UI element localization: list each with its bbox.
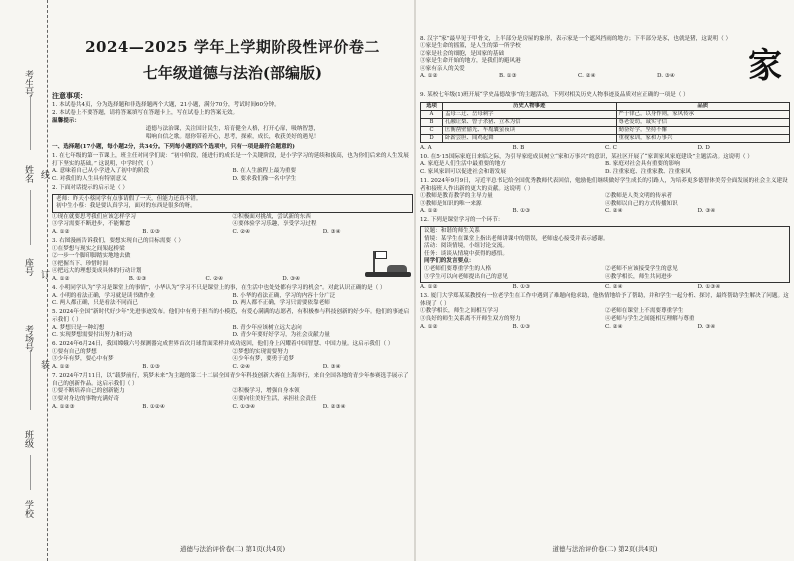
fill-line: [30, 190, 31, 245]
choice: C. ②④: [232, 228, 251, 235]
page-footer: 道德与法治评价卷(二) 第2页(共4页): [552, 545, 658, 553]
question-5: 5. 2024年全国“新时代好少年”先进事迹发布。他们中有勇于担当的小模范，有爱心满满的志愿者，有积极参与科技创新的好少年。他们的事迹启示我们（ ）: [52, 309, 410, 323]
question-10: 10. 在5·15国际家庭日来临之际，为引导家庭成员树立“家和万事兴”的意识，某社区开展了“家训家风家庭建设”主题活动。这说明（ ）: [420, 153, 753, 160]
table-header: 选项: [421, 102, 443, 110]
option: ④老师与学生之间能相互理解与尊重: [605, 316, 695, 323]
choice: C. C: [605, 144, 617, 151]
table-cell: 尊老爱幼，诚实守信: [616, 118, 790, 126]
q8-choices: [420, 73, 736, 81]
option: B. 青少年应该树立远大志向: [232, 324, 302, 331]
option: ④把远大的理想变成具体的行动计划: [52, 268, 142, 275]
option: ④要体验学习乐趣，享受学习过程: [232, 221, 317, 228]
choice: A. ①②: [420, 73, 438, 80]
table-row: [421, 126, 790, 134]
choice: A. ①②③: [52, 403, 75, 410]
q10-options: [420, 161, 790, 176]
choice: D. ②③④: [322, 403, 346, 410]
question-11: 11. 2024年9月9日，习近平总书记给全国优秀教师代表回信，勉励他们继续做好学生成长的引路人，为培养更多德智体美劳全面发展的社会主义建设者和接班人作出新的更大的贡献。这说明（ ）: [420, 177, 788, 192]
cut-word-line: 线: [39, 170, 49, 179]
option: ②积极面对挑战，尝试新的东西: [232, 213, 311, 220]
question-1: 1. 在七年级的第一节课上，班主任对同学们说：“初中阶段，能进行的成长是一个关键阶段，是小学学习的延续和拔高，也为你们后来的人生发展打下坚实的基础。” 这说明，中学时代（ ）: [52, 153, 409, 167]
q9-choices: [420, 145, 790, 153]
motto-heading: 温馨提示：: [52, 118, 80, 124]
choice: C. ②④: [605, 323, 623, 330]
q7-choices: [52, 404, 413, 412]
choice: A. A: [420, 144, 432, 151]
choice: D. ③④: [282, 276, 301, 282]
choice: D. ③④: [322, 364, 341, 371]
option: ②老师不应该接受学生的意见: [605, 266, 678, 272]
page-footer: 道德与法治评价卷(二) 第1页(共4页): [180, 545, 285, 553]
option: A. 小明的看法正确，学习就是读书做作业: [52, 292, 155, 299]
notes-heading: 注意事项：: [52, 91, 87, 100]
q11-choices: [420, 208, 790, 216]
note-item: 1. 本试卷共4页，分为选择题和非选择题两个大题，21小题，满分70分，考试时间60分钟。: [52, 102, 280, 108]
option: ④家有亲人的关爱: [420, 65, 465, 72]
question-6: 6. 2024年6月24日，我国嫦娥六号探测器完成世界首次月球背面采样并成功返回，他们身上闪耀着中国智慧、中国力量。这启示我们（ ）: [52, 341, 394, 348]
option: ①教学相长，师生之间相互学习: [420, 308, 499, 315]
option: ④要向往美好生活，承担社会责任: [232, 395, 317, 402]
table-header-row: [421, 102, 790, 110]
table-cell: C: [421, 126, 443, 134]
option: ①现在就要思考我们应该怎样学习: [52, 213, 136, 220]
option: A. 意味着自己从小学进入了初中的阶段: [52, 168, 150, 175]
choice: A. ①②: [420, 208, 438, 215]
option: D. 要求我们像一名中学生: [232, 175, 297, 182]
choice: A. ①②: [420, 284, 438, 291]
option: ②老师在课堂上不需要尊重学生: [605, 308, 684, 315]
exam-title: 2024—2025 学年上学期阶段性评价卷二: [85, 38, 380, 56]
box-line: 活动：阅读情境，小组讨论交流。: [424, 243, 508, 250]
table-cell: 卧薪尝胆、闻鸡起舞: [443, 134, 617, 142]
cut-word-bind: 订: [39, 270, 49, 279]
page-gutter: [414, 0, 416, 561]
question-7: 7. 2024年7月11日，以“载梦前行，筑梦未来”为主题的第二十二届全国青少年科技创新大赛在上海举行，来自全国各地的青少年参赛选手展示了自己的创新作品。这启示我们（ ）: [52, 373, 409, 387]
table-cell: 匡衡凿壁偷光、车胤囊萤夜读: [443, 126, 617, 134]
q3-choices: [52, 276, 359, 284]
option: ①家是生命的摇篮，是人生的第一所学校: [420, 43, 521, 50]
table-cell: 严于律己，以身作则，家风传承: [616, 110, 790, 118]
jiaguwen-jia-glyph: 家: [748, 46, 782, 86]
cartoon-illustration: [363, 247, 413, 279]
option: ①在梦想与现实之间架起桥梁: [52, 245, 125, 252]
choice: A. ①②: [52, 276, 70, 282]
exam-subtitle: 七年级道德与法治(部编版): [142, 64, 323, 82]
option: ②积极学习，增强自身本领: [232, 388, 300, 395]
choice: D. ①③④: [697, 284, 721, 291]
q2-options: [52, 214, 413, 229]
table-row: [421, 118, 790, 126]
option: C. 实现梦想需要付出努力和行动: [52, 332, 133, 339]
page-2: [420, 0, 790, 561]
q1-options: [52, 168, 413, 183]
option: A. 梦想只是一种幻想: [52, 324, 105, 331]
option: ③学生可以向老师提出自己的意见: [424, 273, 508, 280]
label-seat: 座号: [23, 258, 33, 276]
choice: C. ②④: [232, 364, 251, 371]
table-cell: A: [421, 110, 443, 118]
question-2: 2. 下面对话提示的启示是（ ）: [52, 184, 129, 191]
choice: D. D: [697, 144, 710, 151]
option: ④教学相长，师生共同进步: [605, 273, 673, 280]
choice: B. ①③: [142, 228, 160, 235]
label-school: 学校: [23, 500, 33, 518]
option: ③教师是知识的唯一来源: [420, 200, 482, 207]
option: ②梦想的实现需要努力: [232, 348, 289, 355]
option: ④教师以自己的方式传播知识: [605, 200, 678, 207]
q8-options: [420, 43, 736, 73]
question-4: 4. 小明同学认为“学习是课堂上的事情”，小华认为“学习不只是课堂上的事，在生活中也处处都有学习的机会”。对此认识正确的是（ ）: [52, 285, 386, 292]
choice: D. ③④: [697, 323, 716, 330]
option: ②一步一个脚印脚踏实地地去做: [52, 253, 131, 260]
option: C. 对我们的人生具有特别意义: [52, 175, 127, 182]
option: A. 家庭是人们生活中最重要的地方: [420, 161, 506, 168]
table-cell: 重视家训，家和万事兴: [616, 134, 790, 142]
fill-line: [30, 455, 31, 490]
q6-choices: [52, 364, 413, 372]
lesson-box: [420, 226, 790, 283]
note-item: 2. 本试卷上不要答题，请将答案填写在答题卡上，写在试卷上的答案无效。: [52, 110, 239, 116]
choice: C. ②④: [205, 276, 224, 282]
page-1: [52, 0, 413, 561]
choice: B. ①②④: [142, 403, 165, 410]
option: ①要有自己的梦想: [52, 348, 97, 355]
choice: D. ③④: [657, 73, 675, 80]
label-class: 班级: [23, 430, 33, 448]
box-line: 议题：和谐的师生关系: [424, 228, 480, 235]
q12-choices: [420, 284, 790, 292]
option: ③少年有梦，要心中有梦: [52, 356, 114, 363]
choice: A. ①②: [52, 228, 70, 235]
question-9: 9. 某校七年级(1)班开展“学史品德故事”的主题活动，下列对相关历史人物事迹及品质对应正确的一项是（ ）: [420, 92, 689, 98]
question-12: 12. 下列是课堂学习的一个环节：: [420, 217, 504, 224]
question-8: 8. 汉字“家”最早见于甲骨文，上半部分是房屋的象形，表示家是一个遮风挡雨的地方；下半部分是豕，也就是猪，这说明（ ）: [420, 35, 732, 42]
option: B. 在人生旅程上最为重要: [232, 168, 297, 175]
option: ③良好的师生关系离不开师生双方的努力: [420, 316, 521, 323]
option: C. 两人都正确，只是看法不同而已: [52, 300, 138, 307]
option: B. 家庭对社会具有重要的影响: [605, 161, 680, 168]
question-13: 13. 厦门大学郑某某教授有一位老学生在工作中遇到了难题向他求助，他热情地给予了帮助，并和学生一起分析、探讨，最终帮助学生解决了问题。这体现了（ ）: [420, 293, 789, 307]
choice: D. ③④: [697, 208, 716, 215]
option: C. 家风家训可以促进社会和谐发展: [420, 168, 506, 175]
option: ③学习需要不断进步，不能懈怠: [52, 221, 131, 228]
option: ②教师是人类文明的传承者: [605, 193, 673, 200]
choice: D. ③④: [322, 228, 341, 235]
q9-table: [420, 102, 790, 143]
label-candidate-no: 考生号: [23, 70, 33, 97]
choice: C. ①③④: [232, 403, 256, 410]
q11-options: [420, 193, 790, 208]
choice: B. ①③: [512, 284, 531, 291]
option: D. 注重家庭、注重家教、注重家风: [605, 168, 692, 175]
option: ①教师是教育教学的主导力量: [420, 193, 493, 200]
table-row: [421, 134, 790, 142]
label-room: 考场号: [23, 325, 33, 352]
option: ①要不断培养自己的创新能力: [52, 388, 125, 395]
q12-options: [424, 266, 786, 281]
option: ③把握当下、珍惜时间: [52, 260, 108, 267]
section-heading: 一、选择题(17小题，每小题2分，共34分。下列每小题的四个选项中，只有一项是最符合题意的): [52, 144, 295, 150]
table-cell: 勤奋好学，坚持不懈: [616, 126, 790, 134]
choice: B. ①③: [512, 323, 531, 330]
q13-choices: [420, 324, 790, 332]
motto-line: 道德与法治课，关注国计民生，培育健全人格，打开心扉，吸纳智慧，: [145, 126, 320, 132]
choice: B. ①③: [512, 208, 531, 215]
table-cell: D: [421, 134, 443, 142]
choice: C. ②④: [605, 284, 623, 291]
choice: C. ②④: [605, 208, 623, 215]
option: ②家是社会的细胞，是国家的基础: [420, 50, 504, 57]
option: B. 小华的看法正确，学习的内容十分广泛: [232, 292, 336, 299]
label-name: 姓名: [23, 165, 33, 183]
choice: A. ①②: [52, 364, 70, 371]
dialogue-box: 老师：昨天小蔡同学有点事请假了一天，但能力还真不错。 初中生小蔡：我是要认真学习，面对的东西是很多的呀。: [52, 194, 413, 213]
q13-options: [420, 308, 790, 323]
q2-choices: [52, 229, 413, 237]
choice: C. ②④: [578, 73, 596, 80]
fill-line: [30, 95, 31, 150]
q3-options: [52, 246, 359, 276]
choice: B. B: [512, 144, 525, 151]
table-cell: 孟母三迁、岳母刺字: [443, 110, 617, 118]
q5-options: [52, 325, 413, 340]
option: ①老师们要尊重学生的人格: [424, 266, 492, 272]
motto-line: 唱响自信之歌。愿你带着开心，思考，探索，成长，收获美好的遇见！: [145, 134, 320, 140]
cut-word-seal: 装: [39, 360, 49, 369]
option: ④少年有梦，要勇于追梦: [232, 356, 295, 363]
choice: A. ①②: [420, 323, 438, 330]
table-header: 历史人物事迹: [443, 102, 617, 110]
option: D. 青少年要好好学习，为社会贡献力量: [232, 332, 330, 339]
option: ③要对身边的事物充满好奇: [52, 395, 120, 402]
box-line: 情境：某学生在课堂上指出老师讲课中的错误，老师虚心接受并表示感谢。: [424, 235, 609, 242]
option: ③家是生命开始的地方，是我们的避风港: [420, 58, 521, 65]
choice: B. ①③: [128, 276, 147, 282]
box-subheading: 同学们的发言要点：: [424, 258, 475, 265]
choice: B. ①③: [499, 73, 517, 80]
table-cell: B: [421, 118, 443, 126]
box-line: 任务：谈谈从情境中获得的感悟。: [424, 250, 508, 257]
table-header: 品质: [616, 102, 790, 110]
binding-margin: [0, 0, 48, 561]
q4-options: [52, 293, 413, 308]
table-cell: 孔融让梨、曾子杀猪、立木为信: [443, 118, 617, 126]
q6-options: [52, 349, 413, 364]
question-3: 3. 右图漫画告诉我们，要想实现自己的目标需要（ ）: [52, 238, 184, 245]
q7-options: [52, 388, 413, 403]
option: D. 两人都不正确，学习只需要依靠老师: [232, 300, 330, 307]
table-row: [421, 110, 790, 118]
choice: B. ①③: [142, 364, 160, 371]
fill-line: [30, 350, 31, 410]
